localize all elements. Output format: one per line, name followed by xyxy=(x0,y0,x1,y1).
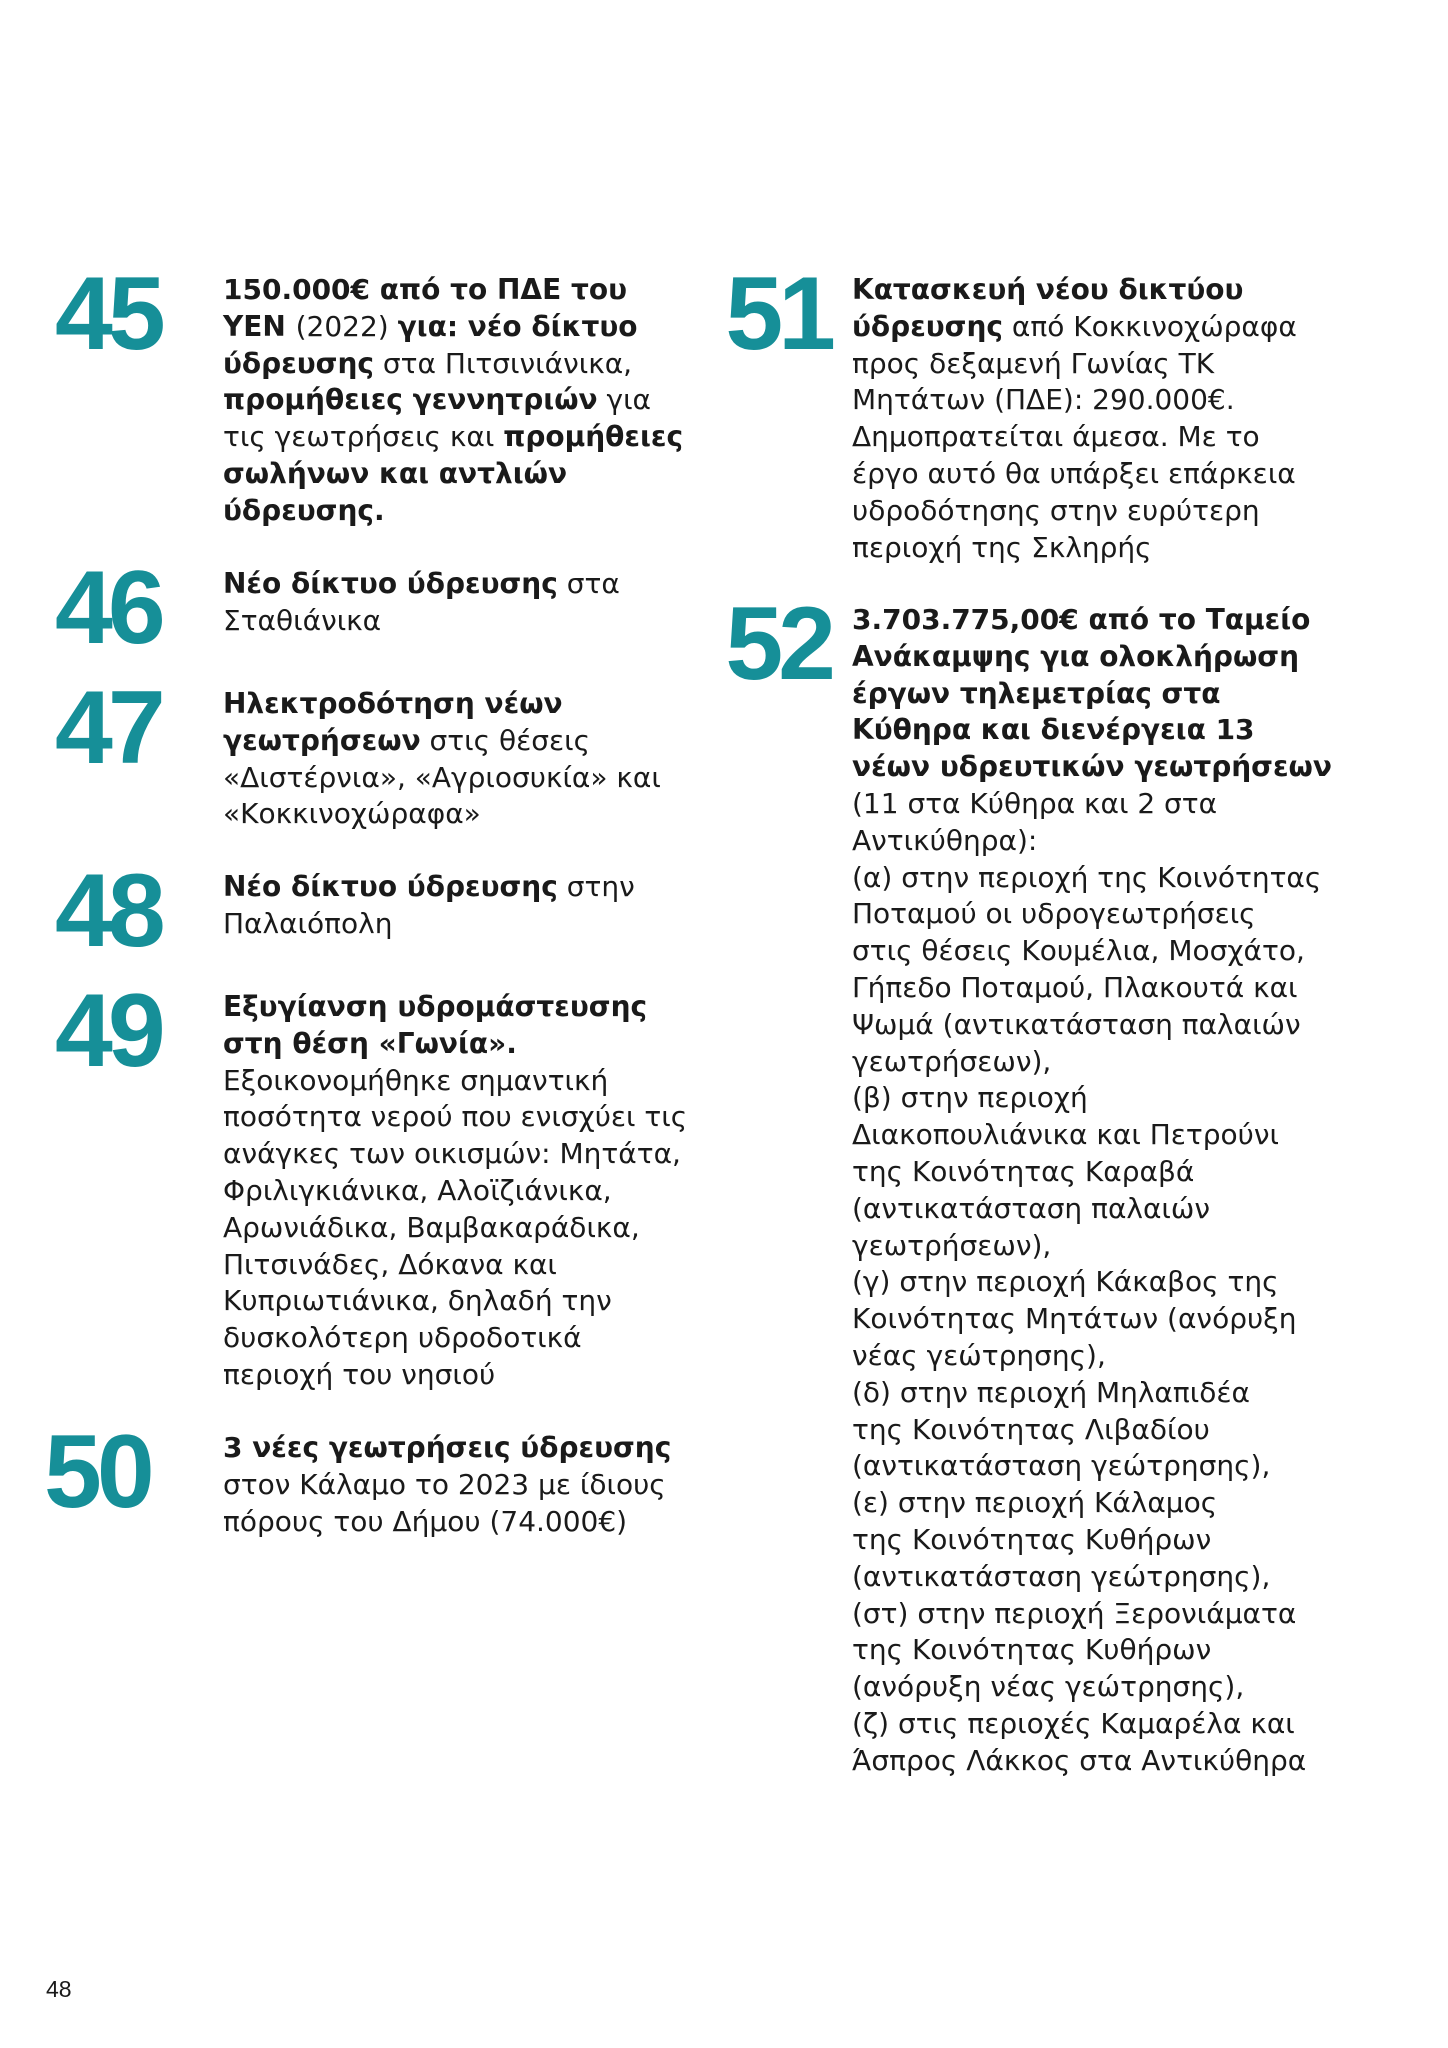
text-run: της Κοινότητας Κυθήρων xyxy=(852,1633,1212,1667)
text-run: Παλαιόπολη xyxy=(223,906,393,940)
text-line xyxy=(852,786,1332,823)
text-line xyxy=(852,1596,1332,1633)
text-run: Εξοικονομήθηκε σημαντική xyxy=(223,1063,609,1097)
text-line xyxy=(223,686,661,723)
text-line xyxy=(852,493,1297,530)
bold-run: Κύθηρα και διενέργεια 13 xyxy=(852,713,1255,747)
text-run: στην xyxy=(557,870,635,903)
text-line xyxy=(852,1338,1332,1375)
item-50 xyxy=(44,1414,705,1540)
item-47 xyxy=(55,670,705,833)
text-run: (αντικατάσταση παλαιών xyxy=(852,1191,1210,1225)
text-run: (αντικατάσταση γεώτρησης), xyxy=(852,1559,1271,1593)
page-number: 48 xyxy=(46,1976,72,2002)
text-run: Γήπεδο Ποταμού, Πλακουτά και xyxy=(852,970,1298,1004)
text-run: (2022) xyxy=(295,309,398,343)
text-run: Σταθιάνικα xyxy=(223,603,382,637)
bold-run: Νέο δίκτυο ύδρευσης xyxy=(223,870,558,903)
text-line xyxy=(852,1228,1332,1265)
text-line xyxy=(223,1247,687,1284)
text-line xyxy=(223,566,620,603)
text-line xyxy=(852,676,1332,713)
text-run: της Κοινότητας Λιβαδίου xyxy=(852,1412,1210,1446)
text-run: (δ) στην περιοχή Μηλαπιδέα xyxy=(852,1375,1250,1409)
text-run: ποσότητα νερού που ενισχύει τις xyxy=(223,1100,688,1134)
text-run: πόρους του Δήμου (74.000€) xyxy=(223,1504,628,1538)
text-line xyxy=(223,796,661,833)
item-text xyxy=(852,602,1332,1780)
text-line xyxy=(223,1173,687,1210)
bold-run: ύδρευσης. xyxy=(223,493,385,527)
text-line xyxy=(852,1706,1332,1743)
text-line xyxy=(852,382,1297,419)
item-text xyxy=(223,1430,671,1540)
item-number: 49 xyxy=(55,973,161,1089)
text-line xyxy=(223,1357,687,1394)
text-line xyxy=(852,1154,1332,1191)
item-text xyxy=(223,272,683,530)
item-48 xyxy=(55,853,705,969)
text-line xyxy=(223,1099,687,1136)
text-line xyxy=(852,1559,1332,1596)
item-51 xyxy=(706,256,1346,566)
text-line xyxy=(852,639,1332,676)
text-line xyxy=(223,1136,687,1173)
text-line xyxy=(223,723,661,760)
text-line xyxy=(852,456,1297,493)
text-line xyxy=(852,530,1297,567)
bold-run: στη θέση «Γωνία». xyxy=(223,1026,517,1060)
item-number: 52 xyxy=(725,586,831,702)
text-line xyxy=(852,1301,1332,1338)
text-line xyxy=(223,1063,687,1100)
text-line xyxy=(852,602,1332,639)
item-text xyxy=(223,869,635,943)
item-text xyxy=(223,989,687,1394)
item-49 xyxy=(55,973,705,1394)
text-line xyxy=(852,1007,1332,1044)
bold-run: Εξυγίανση υδρομάστευσης xyxy=(223,990,648,1023)
bold-run: προμήθειες γεννητριών xyxy=(223,383,598,417)
text-line xyxy=(852,1044,1332,1081)
bold-run: 150.000€ από το ΠΔΕ του xyxy=(223,273,627,306)
text-run: στις θέσεις xyxy=(420,723,591,757)
text-run: Πιτσινάδες, Δόκανα και xyxy=(223,1247,557,1281)
text-line xyxy=(852,1117,1332,1154)
text-line xyxy=(223,989,687,1026)
bold-run: νέων υδρευτικών γεωτρήσεων xyxy=(852,750,1332,784)
text-line xyxy=(223,419,683,456)
text-line xyxy=(223,346,683,383)
text-line xyxy=(223,1283,687,1320)
text-run: γεωτρήσεων), xyxy=(852,1228,1052,1262)
text-line xyxy=(852,346,1297,383)
text-line xyxy=(852,1412,1332,1449)
text-line xyxy=(223,760,661,797)
text-run: της Κοινότητας Κυθήρων xyxy=(852,1522,1212,1556)
text-line xyxy=(852,1375,1332,1412)
text-line xyxy=(852,1080,1332,1117)
bold-run: Νέο δίκτυο ύδρευσης xyxy=(223,567,558,600)
text-run: δυσκολότερη υδροδοτικά xyxy=(223,1321,582,1355)
item-number: 48 xyxy=(55,853,161,969)
bold-run: σωλήνων και αντλιών xyxy=(223,456,568,490)
text-line xyxy=(852,1743,1332,1780)
text-run: στις θέσεις Κουμέλια, Μοσχάτο, xyxy=(852,934,1305,968)
text-run: υδροδότησης στην ευρύτερη xyxy=(852,493,1260,527)
text-run: νέας γεώτρησης), xyxy=(852,1338,1106,1372)
text-run: στον Κάλαμο το 2023 με ίδιους xyxy=(223,1467,666,1501)
text-run: «Διστέρνια», «Αγριοσυκία» και xyxy=(223,760,661,794)
text-run: (ανόρυξη νέας γεώτρησης), xyxy=(852,1670,1245,1704)
text-run: Μητάτων (ΠΔΕ): 290.000€. xyxy=(852,383,1235,417)
text-line xyxy=(852,933,1332,970)
text-run: γεωτρήσεων), xyxy=(852,1044,1052,1078)
text-run: στα Πιτσινιάνικα, xyxy=(374,346,633,380)
bold-run: Ηλεκτροδότηση νέων xyxy=(223,687,563,720)
text-run: (ε) στην περιοχή Κάλαμος xyxy=(852,1486,1218,1520)
text-line xyxy=(852,1522,1332,1559)
text-line xyxy=(852,1632,1332,1669)
text-line xyxy=(223,1467,671,1504)
text-line xyxy=(852,860,1332,897)
text-line xyxy=(223,1320,687,1357)
text-line xyxy=(852,419,1297,456)
text-run: (αντικατάσταση γεώτρησης), xyxy=(852,1449,1271,1483)
text-line xyxy=(223,603,620,640)
text-line xyxy=(223,869,635,906)
text-run: έργο αυτό θα υπάρξει επάρκεια xyxy=(852,456,1296,490)
text-line xyxy=(223,1504,671,1541)
text-line xyxy=(223,382,683,419)
text-line xyxy=(223,1430,671,1467)
bold-run: Κατασκευή νέου δικτύου xyxy=(852,273,1244,306)
item-text xyxy=(223,566,620,640)
text-run: Κυπριωτιάνικα, δηλαδή την xyxy=(223,1284,612,1318)
text-line xyxy=(852,896,1332,933)
text-line xyxy=(223,906,635,943)
text-run: (γ) στην περιοχή Κάκαβος της xyxy=(852,1265,1279,1299)
bold-run: προμήθειες xyxy=(503,420,684,454)
text-line xyxy=(852,712,1332,749)
text-run: (β) στην περιοχή xyxy=(852,1081,1088,1115)
text-run: Δημοπρατείται άμεσα. Με το xyxy=(852,420,1260,454)
bold-run: ΥΕΝ xyxy=(223,309,296,343)
text-line xyxy=(852,749,1332,786)
text-run: (στ) στην περιοχή Ξερονιάματα xyxy=(852,1596,1297,1630)
text-run: για xyxy=(597,383,652,417)
text-run: Ποταμού οι υδρογεωτρήσεις xyxy=(852,897,1256,931)
bold-run: γεωτρήσεων xyxy=(223,723,421,757)
text-run: Κοινότητας Μητάτων (ανόρυξη xyxy=(852,1302,1297,1336)
bold-run: για: νέο δίκτυο xyxy=(397,309,638,343)
text-run: Φριλιγκιάνικα, Αλοϊζιάνικα, xyxy=(223,1173,612,1207)
bold-run: 3.703.775,00€ από το Ταμείο xyxy=(852,603,1311,636)
text-run: ανάγκες των οικισμών: Μητάτα, xyxy=(223,1137,681,1171)
text-run: Διακοπουλιάνικα και Πετρούνι xyxy=(852,1118,1279,1152)
item-number: 45 xyxy=(55,256,161,372)
bold-run: έργων τηλεμετρίας στα xyxy=(852,676,1221,710)
text-line xyxy=(852,309,1297,346)
text-line xyxy=(223,493,683,530)
item-number: 46 xyxy=(55,550,161,666)
text-line xyxy=(223,1210,687,1247)
text-line xyxy=(223,272,683,309)
text-line xyxy=(852,1191,1332,1228)
item-number: 51 xyxy=(725,256,831,372)
text-line xyxy=(852,1264,1332,1301)
text-line xyxy=(223,1026,687,1063)
text-run: της Κοινότητας Καραβά xyxy=(852,1154,1195,1188)
text-run: Αντικύθηρα): xyxy=(852,823,1038,857)
text-run: τις γεωτρήσεις και xyxy=(223,420,504,454)
text-run: προς δεξαμενή Γωνίας ΤΚ xyxy=(852,346,1215,380)
text-line xyxy=(852,1448,1332,1485)
item-45 xyxy=(55,256,705,530)
item-52 xyxy=(706,586,1346,1780)
text-run: Ψωμά (αντικατάσταση παλαιών xyxy=(852,1007,1301,1041)
text-line xyxy=(852,272,1297,309)
text-line xyxy=(223,309,683,346)
item-text xyxy=(223,686,661,833)
text-run: περιοχή του νησιού xyxy=(223,1357,496,1391)
item-46 xyxy=(55,550,705,666)
text-run: (ζ) στις περιοχές Καμαρέλα και xyxy=(852,1706,1295,1740)
text-run: από Κοκκινοχώραφα xyxy=(1003,309,1297,343)
text-run: στα xyxy=(557,567,620,600)
text-run: Αρωνιάδικα, Βαμβακαράδικα, xyxy=(223,1210,640,1244)
text-run: «Κοκκινοχώραφα» xyxy=(223,797,481,831)
text-run: Άσπρος Λάκκος στα Αντικύθηρα xyxy=(852,1743,1307,1777)
text-line xyxy=(852,1485,1332,1522)
bold-run: Ανάκαμψης για ολοκλήρωση xyxy=(852,639,1300,673)
text-line xyxy=(852,1669,1332,1706)
text-run: περιοχή της Σκληρής xyxy=(852,530,1152,564)
item-text xyxy=(852,272,1297,566)
text-line xyxy=(223,456,683,493)
text-line xyxy=(852,823,1332,860)
bold-run: 3 νέες γεωτρήσεις ύδρευσης xyxy=(223,1431,672,1464)
text-run: (11 στα Κύθηρα και 2 στα xyxy=(852,786,1218,820)
bold-run: ύδρευσης xyxy=(223,346,375,380)
item-number: 47 xyxy=(55,670,161,786)
item-number: 50 xyxy=(44,1414,150,1530)
text-line xyxy=(852,970,1332,1007)
bold-run: ύδρευσης xyxy=(852,309,1004,343)
text-run: (α) στην περιοχή της Κοινότητας xyxy=(852,860,1322,894)
